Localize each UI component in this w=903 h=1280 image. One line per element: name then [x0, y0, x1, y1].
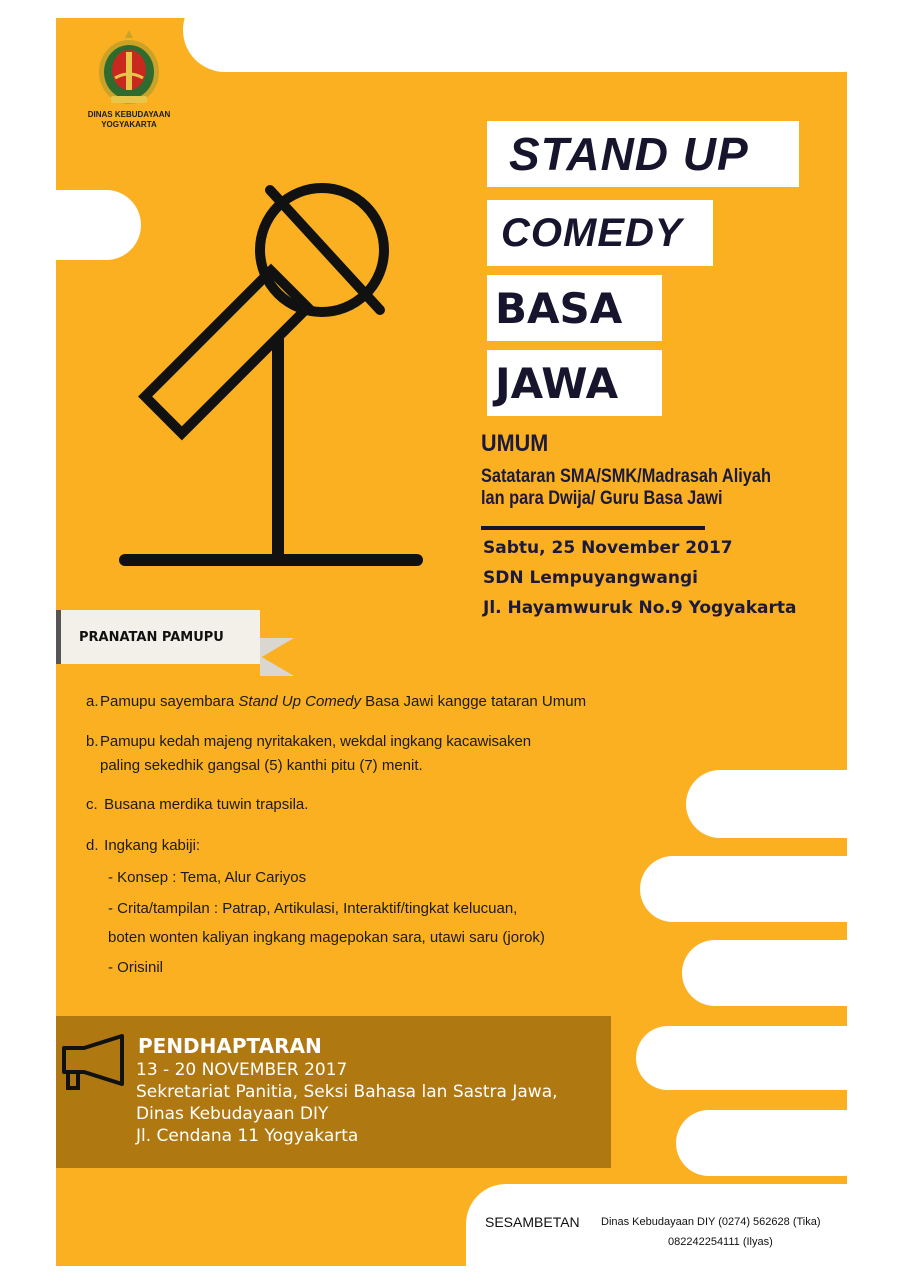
decor-blob-right-5: [676, 1110, 847, 1176]
event-address: Jl. Hayamwuruk No.9 Yogyakarta: [483, 598, 797, 618]
divider: [481, 526, 705, 530]
rule-c: [86, 793, 308, 817]
decor-blob-right-4: [636, 1026, 847, 1090]
event-venue: SDN Lempuyangwangi: [483, 568, 698, 588]
org-name: [70, 110, 188, 130]
event-date: Sabtu, 25 November 2017: [483, 538, 733, 558]
rule-c-text: Busana merdika tuwin trapsila.: [104, 796, 309, 813]
decor-blob-top: [183, 18, 847, 72]
title-line3: BASA: [495, 283, 623, 333]
decor-blob-right-2: [640, 856, 847, 922]
audience-category: UMUM: [481, 430, 549, 457]
dinas-kebudayaan-logo: [85, 26, 173, 108]
decor-blob-right-3: [682, 940, 847, 1006]
audience-eligibility: [481, 466, 771, 510]
rule-d-text: Ingkang kabiji:: [104, 837, 201, 854]
rule-b-label: b.: [86, 733, 99, 750]
title-box-line4: [487, 350, 662, 416]
title-line1: STAND UP: [509, 128, 749, 180]
rule-d-item2b: boten wonten kaliyan ingkang magepokan sara, utawi saru (jorok): [108, 929, 545, 946]
rule-a-label: a.: [86, 693, 99, 710]
rule-c-label: c.: [86, 796, 98, 813]
megaphone-icon: [60, 1034, 130, 1094]
rule-a-pre: Pamupu sayembara: [100, 693, 239, 710]
contact-label: SESAMBETAN: [485, 1214, 580, 1230]
registration-line3: Jl. Cendana 11 Yogyakarta: [136, 1126, 359, 1146]
title-box-line3: [487, 275, 662, 341]
crest-icon: [99, 30, 159, 104]
rule-d: [86, 834, 200, 858]
rules-heading-text: PRANATAN PAMUPU: [79, 629, 224, 645]
rule-a-post: Basa Jawi kangge tataran Umum: [360, 693, 587, 710]
rule-d-item1: - Konsep : Tema, Alur Cariyos: [108, 869, 307, 886]
title-line2: COMEDY: [501, 210, 683, 255]
eligibility-line1: Satataran SMA/SMK/Madrasah Aliyah: [481, 466, 771, 487]
rule-b-line2: paling sekedhik gangsal (5) kanthi pitu (7) menit.: [100, 757, 423, 774]
registration-line1: Sekretariat Panitia, Seksi Bahasa lan Sastra Jawa,: [136, 1082, 558, 1102]
registration-dates: 13 - 20 NOVEMBER 2017: [136, 1060, 348, 1080]
contact-line1: Dinas Kebudayaan DIY (0274) 562628 (Tika): [601, 1216, 821, 1228]
title-box-line2: [487, 200, 713, 266]
decor-blob-right-1: [686, 770, 847, 838]
rules-heading-fold-lower: [260, 656, 294, 676]
org-name-line2: YOGYAKARTA: [101, 120, 157, 129]
org-name-line1: DINAS KEBUDAYAAN: [87, 110, 171, 119]
rule-d-label: d.: [86, 837, 99, 854]
rule-a: [86, 690, 586, 714]
registration-line2: Dinas Kebudayaan DIY: [136, 1104, 329, 1124]
rule-b: [86, 730, 566, 778]
title-box-line1: [487, 121, 799, 187]
title-line4: JAWA: [495, 358, 619, 408]
rules-heading-fold: [260, 638, 294, 658]
rules-heading: [56, 610, 260, 664]
rule-a-italic: Stand Up Comedy: [238, 693, 361, 710]
contact-line2: 082242254111 (Ilyas): [668, 1236, 773, 1248]
rule-d-item3: - Orisinil: [108, 959, 163, 976]
rule-d-item2: - Crita/tampilan : Patrap, Artikulasi, Interaktif/tingkat kelucuan,: [108, 900, 518, 917]
registration-heading: PENDHAPTARAN: [138, 1034, 322, 1058]
eligibility-line2: lan para Dwija/ Guru Basa Jawi: [481, 488, 723, 509]
rule-b-line1: Pamupu kedah majeng nyritakaken, wekdal ingkang kacawisaken: [100, 733, 532, 750]
microphone-stand-icon: [115, 172, 435, 572]
